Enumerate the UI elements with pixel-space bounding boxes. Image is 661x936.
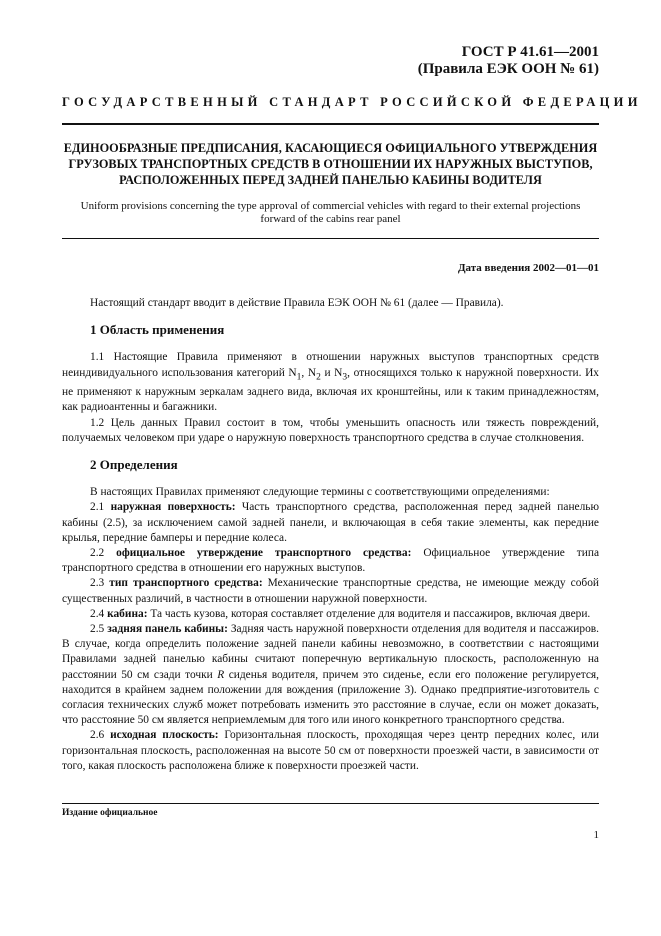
text-run: 1.1 Настоящие Правила применяют в отношении наружных выступов транспортных средств неиндивидуального использования категорий N <box>62 351 599 379</box>
term: исходная плоскость: <box>110 729 219 742</box>
title-line: РАСПОЛОЖЕННЫХ ПЕРЕД ЗАДНЕЙ ПАНЕЛЬЮ КАБИНЫ ВОДИТЕЛЯ <box>119 173 542 187</box>
gost-identifier <box>418 44 599 78</box>
english-title <box>62 200 599 226</box>
title-line: ЕДИНООБРАЗНЫЕ ПРЕДПИСАНИЯ, КАСАЮЩИЕСЯ ОФИЦИАЛЬНОГО УТВЕРЖДЕНИЯ <box>63 141 598 155</box>
section-heading: 2 Определения <box>90 456 178 472</box>
title-rule <box>62 238 599 239</box>
paragraph-1-1 <box>62 350 599 415</box>
subscript: 1 <box>296 371 302 382</box>
definition-text: Та часть кузова, которая составляет отделение для водителя и пассажиров, включая двери. <box>147 607 591 620</box>
definition-2-2 <box>62 546 599 576</box>
item-number: 2.2 <box>90 546 117 559</box>
definition-2-5 <box>62 622 599 728</box>
term: официальное утверждение транспортного средства: <box>116 546 412 559</box>
definition-text: Часть транспортного средства, расположенная перед задней панелью кабины (2.5), за исключением самой задней панели, и включающая в себя такие элементы, как передние крылья, передние бамперы и передние колеса. <box>62 501 599 544</box>
definition-text: сиденья водителя, причем это сиденье, если его положение регулируется, находится в крайнем заднем положении для вождения (приложение 3). Однако предприятие-изготовитель с согласия технических служб может потребовать изменить это расстояние в случае, если он может доказать, что расстояние 50 см является неприемлемым для того или иного конкретного транспортного средства. <box>62 668 600 727</box>
title-line: ГРУЗОВЫХ ТРАНСПОРТНЫХ СРЕДСТВ В ОТНОШЕНИИ ИХ НАРУЖНЫХ ВЫСТУПОВ, <box>68 157 593 171</box>
english-title-line: Uniform provisions concerning the type approval of commercial vehicles with regard to their external projections <box>80 200 581 212</box>
rules-reference: (Правила ЕЭК ООН № 61) <box>417 61 599 77</box>
text-run: и N <box>320 366 343 379</box>
footer-rule <box>62 803 599 804</box>
item-number: 2.1 <box>90 501 111 514</box>
term: задняя панель кабины: <box>107 622 228 635</box>
document-body <box>62 296 599 774</box>
official-edition-label: Издание официальное <box>62 808 158 818</box>
definition-2-1 <box>62 500 599 546</box>
item-number: 2.3 <box>90 577 110 590</box>
english-title-line: forward of the cabins rear panel <box>260 213 401 225</box>
item-number: 2.4 <box>90 607 108 620</box>
section-heading: 1 Область применения <box>90 322 225 338</box>
item-number: 2.6 <box>90 729 111 742</box>
definitions-intro: В настоящих Правилах применяют следующие термины с соответствующими определениями: <box>90 486 550 499</box>
definition-text: Задняя часть наружной поверхности отделения для водителя и пассажиров. В случае, когда определить положение задней панели кабины невозможно, в соответствии с настоящими Правилами задней панелью кабины считают поперечную вертикальную плоскость, расположенную на расстоянии 50 см сзади точки <box>62 622 599 681</box>
definition-text: Механические транспортные средства, не имеющие между собой существенных различий, в частности в отношении наружной поверхности. <box>62 577 599 605</box>
definition-2-3 <box>62 576 599 606</box>
subscript: 3 <box>342 371 348 382</box>
item-number: 2.5 <box>90 622 108 635</box>
term: кабина: <box>107 607 148 620</box>
term: наружная поверхность: <box>110 501 236 514</box>
paragraph-1-2: 1.2 Цель данных Правил состоит в том, чтобы уменьшить опасность или тяжесть повреждений, получаемых человеком при ударе о наружную поверхность транспортного средства в случае столкновения. <box>62 416 599 444</box>
definition-text: Официальное утверждение типа транспортного средства в отношении его наружных выступов. <box>62 546 599 575</box>
document-title <box>62 140 599 188</box>
intro-paragraph: Настоящий стандарт вводит в действие Правила ЕЭК ООН № 61 (далее — Правила). <box>90 297 504 309</box>
text-run: , N <box>301 366 317 379</box>
definition-text: Горизонтальная плоскость, проходящая через центр передних колес, или горизонтальная плоскость, расположенная на высоте 50 см от поверхности проезжей части, в зависимости от того, какая плоскость расположена ближе к поверхности проезжей части. <box>62 729 599 772</box>
definition-2-6 <box>62 728 599 774</box>
state-standard-heading: ГОСУДАРСТВЕННЫЙ СТАНДАРТ РОССИЙСКОЙ ФЕДЕРАЦИИ <box>62 95 642 109</box>
subscript: 2 <box>316 371 321 382</box>
italic-symbol: R <box>217 668 225 681</box>
text-run: , относящихся только к наружной поверхности. Их не применяют к наружным зеркалам заднего вида, включая их кронштейны, или к таким принадлежностям, как радиоантенны и багажники. <box>62 366 600 414</box>
effective-date: Дата введения 2002—01—01 <box>457 262 599 274</box>
header-rule <box>62 123 599 125</box>
gost-number: ГОСТ Р 41.61—2001 <box>461 44 599 60</box>
page-number: 1 <box>593 829 599 841</box>
term: тип транспортного средства: <box>109 577 263 590</box>
definition-2-4 <box>62 607 599 622</box>
